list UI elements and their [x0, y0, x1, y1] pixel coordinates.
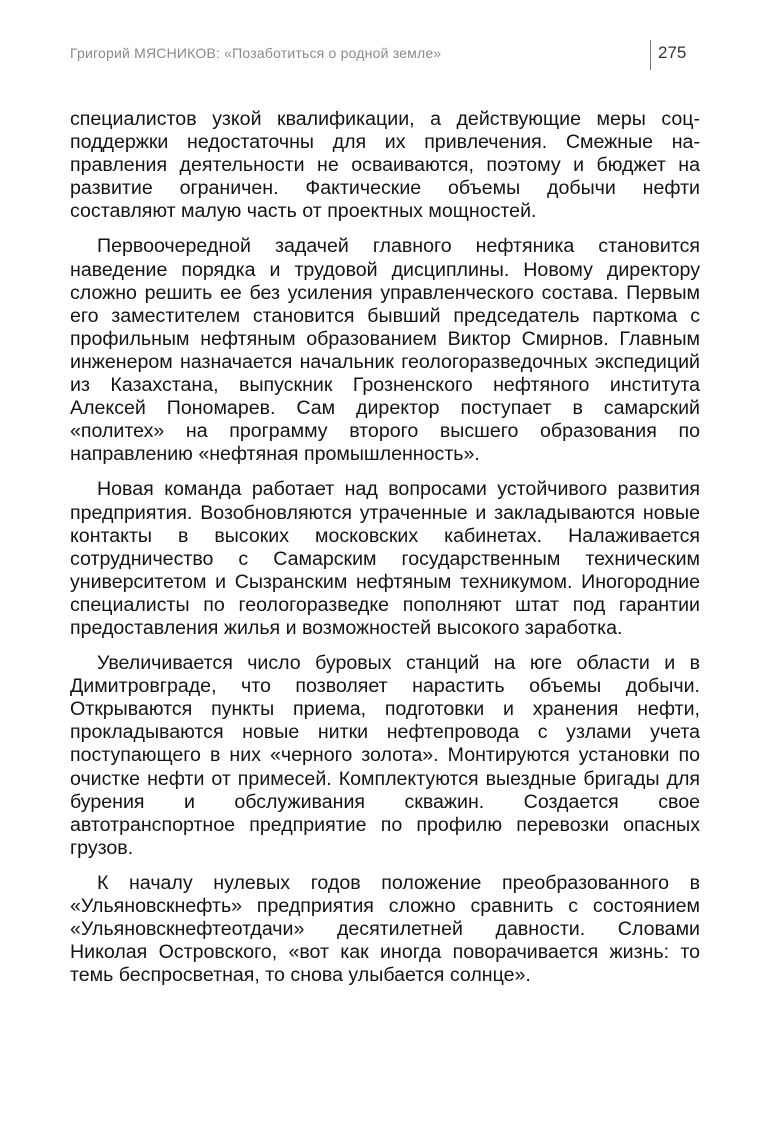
page-number: 275 — [658, 43, 687, 62]
header-divider — [650, 40, 651, 70]
running-header — [70, 40, 690, 70]
paragraph-3: Новая команда работает над вопросами устойчивого развития предприятия. Возобновляются утраченные и закладываются новые контакты в высоких московских кабинетах. Налаживается сотрудничество с Самарским государственным техническим университетом и Сызранским нефтяным техникумом. Иногородние специалисты по геологоразведке пополняют штат под гарантии предоставления жилья и возможностей высокого заработка. — [70, 478, 700, 639]
paragraph-1: специалистов узкой квалификации, а действующие меры соцподдержки недостаточны для их привлечения. Смежные направления деятельности не осваиваются, поэтому и бюджет на развитие ограничен. Фактические объемы добычи нефти составляют малую часть от проектных мощностей. — [70, 108, 700, 223]
body-text — [70, 108, 700, 999]
paragraph-4: Увеличивается число буровых станций на юге области и в Димитровграде, что позволяет нарастить объемы добычи. Открываются пункты приема, подготовки и хранения нефти, прокладываются новые нитки нефтепровода с узлами учета поступающего в них «черного золота». Монтируются установки по очистке нефти от примесей. Комплектуются выездные бригады для бурения и обслуживания скважин. Создается свое автотранспортное предприятие по профилю перевозки опасных грузов. — [70, 652, 700, 859]
paragraph-2: Первоочередной задачей главного нефтяника становится наведение порядка и трудовой дисциплины. Новому директору сложно решить ее без усиления управленческого состава. Первым его заместителем становится бывший председатель парткома с профильным нефтяным образованием Виктор Смирнов. Главным инженером назначается начальник геологоразведочных экспедиций из Казахстана, выпускник Грозненского нефтяного института Алексей Пономарев. Сам директор поступает в самарский «политех» на программу второго высшего образования по направлению «нефтяная промышленность». — [70, 235, 700, 466]
running-title: Григорий МЯСНИКОВ: «Позаботиться о родной земле» — [70, 45, 442, 61]
paragraph-5: К началу нулевых годов положение преобразованного в «Ульяновскнефть» предприятия сложно сравнить с состоянием «Ульяновскнефтеотдачи» десятилетней давности. Словами Николая Островского, «вот как иногда поворачивается жизнь: то темь беспросветная, то снова улыбается солнце». — [70, 871, 700, 987]
